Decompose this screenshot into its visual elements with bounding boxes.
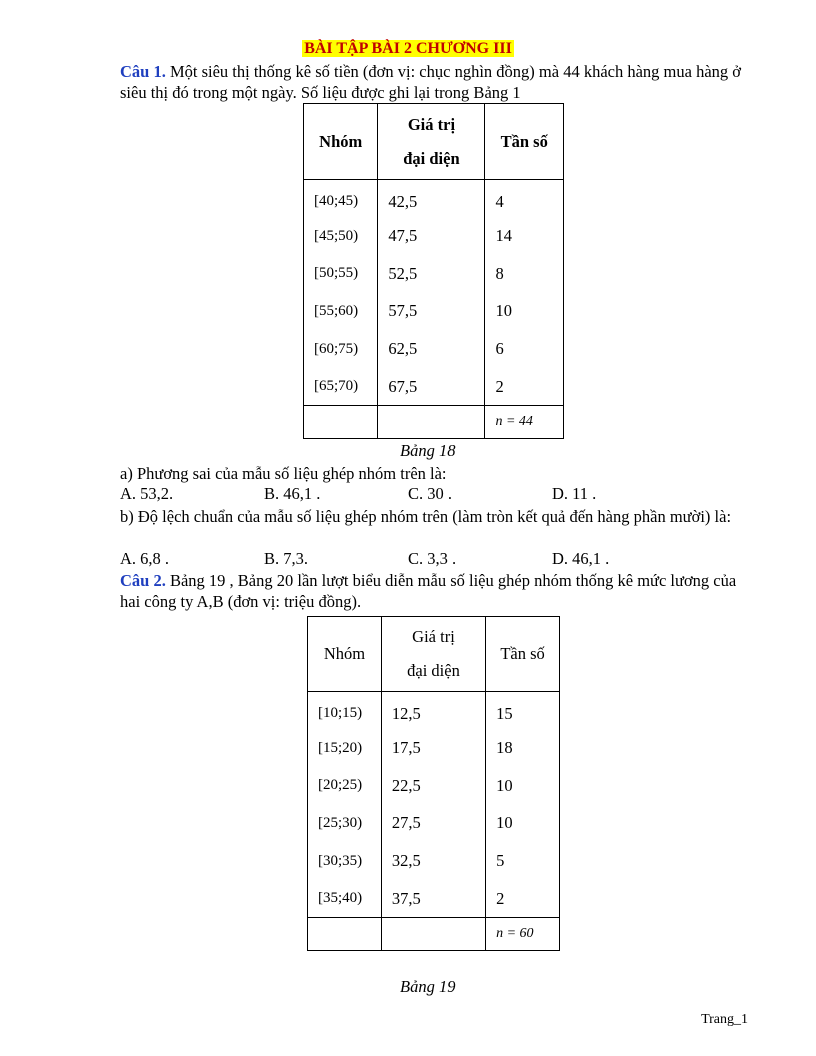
question-1-text: Câu 1. Một siêu thị thống kê số tiền (đơn vị: chục nghìn đồng) mà 44 khách hàng mua hàng ở siêu thị đó trong một ngày. Số liệu được ghi lại trong Bảng 1 bbox=[120, 62, 741, 102]
table-caption-2: Bảng 19 bbox=[400, 977, 456, 996]
header-representative-value: Giá trị đại diện bbox=[378, 104, 485, 180]
question-1-label: Câu 1. bbox=[120, 62, 166, 81]
option-d[interactable]: D. 46,1 . bbox=[552, 549, 610, 568]
part-a-text: a) Phương sai của mẫu số liệu ghép nhóm trên là: bbox=[120, 464, 447, 483]
table-row bbox=[308, 692, 560, 730]
representative-value: 27,5 bbox=[381, 805, 485, 843]
total-empty-cell bbox=[378, 406, 485, 439]
part-b-options bbox=[120, 549, 720, 569]
table-caption-1: Bảng 18 bbox=[400, 441, 456, 460]
table-row bbox=[308, 842, 560, 880]
frequency: 10 bbox=[486, 805, 560, 843]
table-row bbox=[304, 368, 564, 406]
option-b[interactable]: B. 46,1 . bbox=[264, 484, 321, 503]
table-row bbox=[304, 255, 564, 293]
frequency: 18 bbox=[486, 729, 560, 767]
group-interval: [55;60) bbox=[304, 293, 378, 331]
representative-value: 12,5 bbox=[381, 692, 485, 730]
frequency-table-2 bbox=[307, 616, 560, 951]
total-empty-cell bbox=[304, 406, 378, 439]
question-2-text: Câu 2. Bảng 19 , Bảng 20 lần lượt biểu diễn mẫu số liệu ghép nhóm thống kê mức lương của hai công ty A,B (đơn vị: triệu đồng). bbox=[120, 571, 737, 611]
representative-value: 47,5 bbox=[378, 217, 485, 255]
frequency: 14 bbox=[485, 217, 564, 255]
table-row bbox=[308, 805, 560, 843]
table-row bbox=[308, 880, 560, 918]
page-number: Trang_1 bbox=[701, 1012, 748, 1027]
table-row bbox=[304, 330, 564, 368]
table-row bbox=[308, 767, 560, 805]
table-row bbox=[304, 293, 564, 331]
header-group: Nhóm bbox=[304, 104, 378, 180]
representative-value: 57,5 bbox=[378, 293, 485, 331]
frequency: 2 bbox=[486, 880, 560, 918]
option-c[interactable]: C. 3,3 . bbox=[408, 549, 457, 568]
group-interval: [40;45) bbox=[304, 180, 378, 218]
group-interval: [60;75) bbox=[304, 330, 378, 368]
table-row bbox=[304, 217, 564, 255]
total-count: n = 44 bbox=[485, 406, 564, 439]
frequency: 15 bbox=[486, 692, 560, 730]
frequency: 10 bbox=[485, 293, 564, 331]
question-2-label: Câu 2. bbox=[120, 571, 166, 590]
header-frequency: Tần số bbox=[486, 617, 560, 692]
option-d[interactable]: D. 11 . bbox=[552, 484, 597, 503]
frequency: 4 bbox=[485, 180, 564, 218]
total-empty-cell bbox=[381, 918, 485, 951]
group-interval: [30;35) bbox=[308, 842, 382, 880]
header-group: Nhóm bbox=[308, 617, 382, 692]
representative-value: 52,5 bbox=[378, 255, 485, 293]
frequency: 5 bbox=[486, 842, 560, 880]
representative-value: 32,5 bbox=[381, 842, 485, 880]
representative-value: 62,5 bbox=[378, 330, 485, 368]
option-b[interactable]: B. 7,3. bbox=[264, 549, 309, 568]
table-row bbox=[308, 729, 560, 767]
page-title: BÀI TẬP BÀI 2 CHƯƠNG III bbox=[304, 40, 512, 57]
frequency: 8 bbox=[485, 255, 564, 293]
representative-value: 42,5 bbox=[378, 180, 485, 218]
group-interval: [65;70) bbox=[304, 368, 378, 406]
total-count: n = 60 bbox=[486, 918, 560, 951]
part-b-text: b) Độ lệch chuẩn của mẫu số liệu ghép nhóm trên (làm tròn kết quả đến hàng phần mười) là: bbox=[120, 507, 732, 526]
representative-value: 67,5 bbox=[378, 368, 485, 406]
group-interval: [10;15) bbox=[308, 692, 382, 730]
total-empty-cell bbox=[308, 918, 382, 951]
group-interval: [35;40) bbox=[308, 880, 382, 918]
frequency: 6 bbox=[485, 330, 564, 368]
header-frequency: Tần số bbox=[485, 104, 564, 180]
representative-value: 17,5 bbox=[381, 729, 485, 767]
representative-value: 22,5 bbox=[381, 767, 485, 805]
option-a[interactable]: A. 6,8 . bbox=[120, 549, 170, 568]
part-a-options bbox=[120, 484, 720, 504]
option-c[interactable]: C. 30 . bbox=[408, 484, 453, 503]
group-interval: [25;30) bbox=[308, 805, 382, 843]
frequency-table-1 bbox=[303, 103, 564, 439]
header-representative-value: Giá trị đại diện bbox=[381, 617, 485, 692]
option-a[interactable]: A. 53,2. bbox=[120, 484, 174, 503]
group-interval: [15;20) bbox=[308, 729, 382, 767]
table-row bbox=[304, 180, 564, 218]
group-interval: [20;25) bbox=[308, 767, 382, 805]
representative-value: 37,5 bbox=[381, 880, 485, 918]
frequency: 2 bbox=[485, 368, 564, 406]
group-interval: [50;55) bbox=[304, 255, 378, 293]
group-interval: [45;50) bbox=[304, 217, 378, 255]
frequency: 10 bbox=[486, 767, 560, 805]
